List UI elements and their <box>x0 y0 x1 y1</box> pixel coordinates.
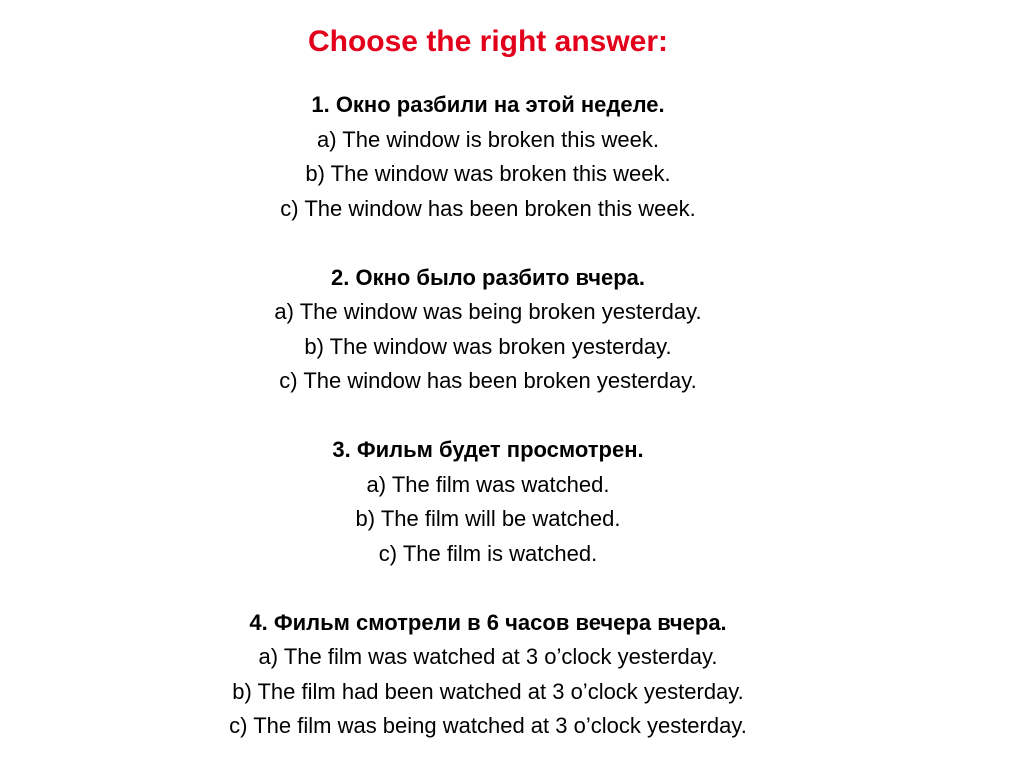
answer-option-c[interactable] <box>0 709 976 744</box>
question-number: 4 <box>249 609 262 635</box>
answer-option-b[interactable] <box>0 675 976 710</box>
option-key: a ) <box>317 127 342 152</box>
question-text: 2. Окно было разбито вчера. <box>330 264 646 290</box>
option-key: b ) <box>304 334 329 359</box>
option-text: The window has been broken yesterday. <box>303 368 697 393</box>
option-text: The film had been watched at 3 o’clock yesterday. <box>257 678 744 704</box>
question-2 <box>0 261 976 399</box>
option-text: The film was watched. <box>391 471 610 497</box>
question-4 <box>0 606 976 744</box>
answer-option-b[interactable] <box>0 330 976 365</box>
questions-list <box>0 88 976 744</box>
question-prompt: Фильм смотрели в 6 часов вечера вчера. <box>273 609 727 635</box>
option-key: c ) <box>379 541 403 566</box>
question-text: 3. Фильм будет просмотрен. <box>332 437 644 462</box>
answer-option-c[interactable] <box>0 537 976 572</box>
option-text: The window was broken yesterday. <box>329 333 672 359</box>
question-prompt: Фильм будет просмотрен. <box>356 437 644 462</box>
option-text: The film was being watched at 3 o’clock yesterday. <box>253 713 747 738</box>
option-key: b ) <box>356 506 381 531</box>
answer-option-c[interactable] <box>0 192 976 227</box>
option-key: b ) <box>232 679 257 704</box>
answer-option-c[interactable] <box>0 364 976 399</box>
option-key: a ) <box>367 472 392 497</box>
slide-title: Choose the right answer: <box>307 25 669 58</box>
question-1 <box>0 88 976 226</box>
option-text: The window has been broken this week. <box>304 195 696 221</box>
option-key: a ) <box>259 644 284 669</box>
answer-option-a[interactable] <box>0 123 976 158</box>
answer-option-b[interactable] <box>0 157 976 192</box>
question-number: 2 <box>330 264 344 290</box>
question-text: 4. Фильм смотрели в 6 часов вечера вчера. <box>249 609 727 635</box>
answer-option-b[interactable] <box>0 502 976 537</box>
option-key: c ) <box>279 368 303 393</box>
option-key: a ) <box>274 299 299 324</box>
question-3 <box>0 433 976 571</box>
option-text: The film will be watched. <box>380 506 621 531</box>
option-key: b ) <box>305 161 330 186</box>
option-text: The window was broken this week. <box>330 161 671 186</box>
option-text: The film is watched. <box>402 540 598 566</box>
answer-option-a[interactable] <box>0 640 976 675</box>
question-prompt: Окно разбили на этой неделе. <box>335 92 665 117</box>
answer-option-a[interactable] <box>0 468 976 503</box>
option-text: The film was watched at 3 o’clock yesterday. <box>283 644 718 669</box>
option-key: c ) <box>280 196 304 221</box>
option-text: The window was being broken yesterday. <box>299 299 702 324</box>
option-key: c ) <box>229 713 253 738</box>
question-text: 1. Окно разбили на этой неделе. <box>311 92 665 117</box>
option-text: The window is broken this week. <box>342 126 659 152</box>
answer-option-a[interactable] <box>0 295 976 330</box>
question-prompt: Окно было разбито вчера. <box>355 264 646 290</box>
question-number: 3 <box>332 437 345 462</box>
question-number: 1 <box>311 92 324 117</box>
